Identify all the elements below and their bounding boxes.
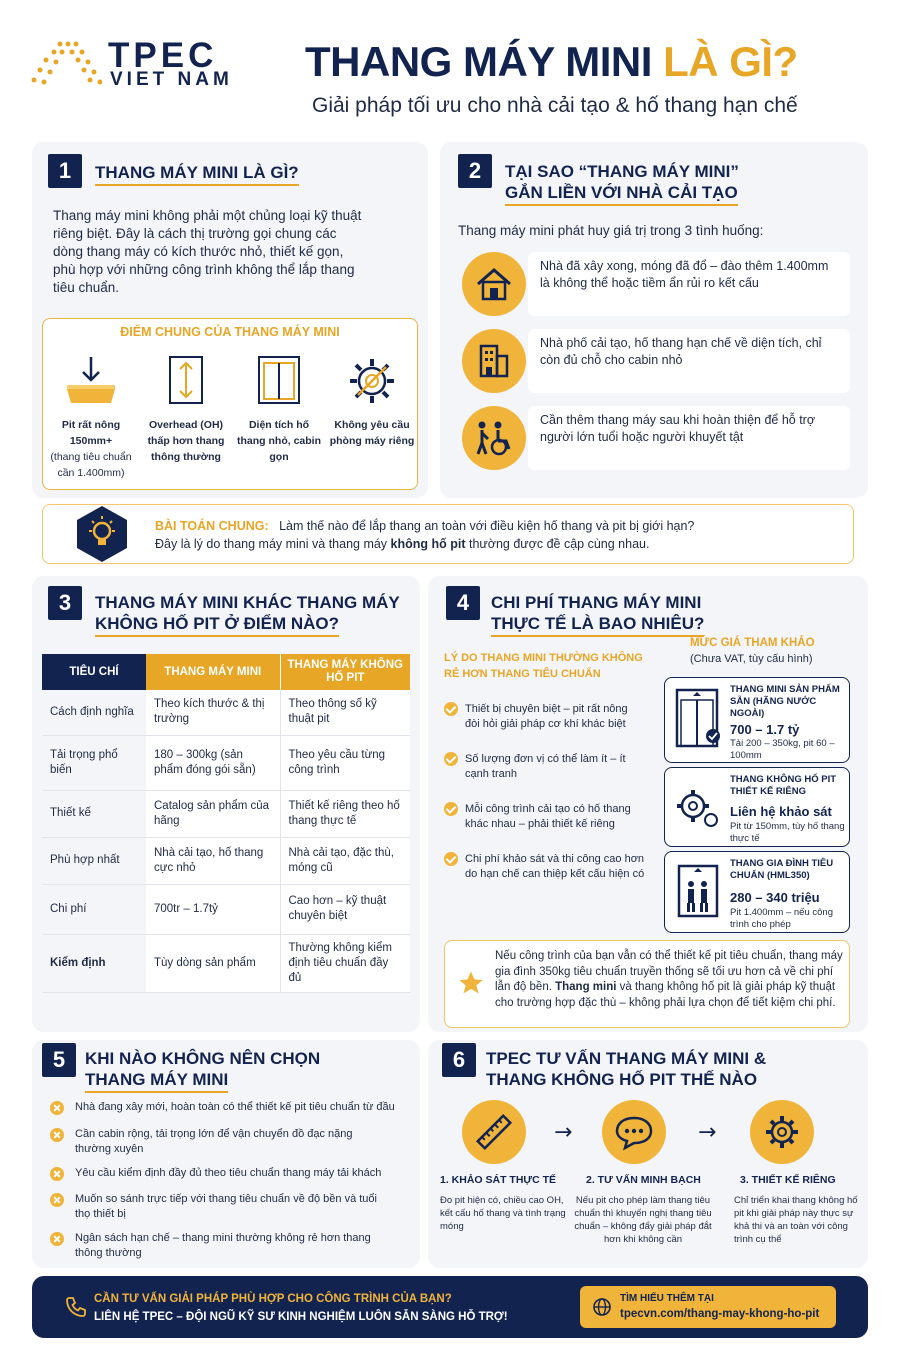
feature-shaft: Diện tích hố thang nhỏ, cabin gọn xyxy=(234,349,324,465)
price-note: (Chưa VAT, tùy cấu hình) xyxy=(690,653,813,665)
step-2-circle xyxy=(602,1100,666,1164)
accessibility-icon xyxy=(474,419,514,457)
arrow-icon: → xyxy=(554,1120,573,1145)
reasons-title: LÝ DO THANG MINI THƯỜNG KHÔNG RẺ HƠN THANG TIÊU CHUẨN xyxy=(444,652,643,680)
x-icon xyxy=(50,1167,64,1181)
situation-3: Cần thêm thang máy sau khi hoàn thiện để hỗ trợ người lớn tuổi hoặc người khuyết tật xyxy=(528,406,850,470)
check-icon xyxy=(444,752,458,766)
situation-3-circle xyxy=(462,406,526,470)
not-recommended-item: Cần cabin rộng, tải trọng lớn để vận chuyển đồ đạc nặng thường xuyên xyxy=(75,1128,353,1155)
section-3-title: THANG MÁY MINI KHÁC THANG MÁY KHÔNG HỐ PIT Ở ĐIỂM NÀO? xyxy=(95,592,400,634)
page-subtitle: Giải pháp tối ưu cho nhà cải tạo & hố thang hạn chế xyxy=(312,94,798,117)
check-icon xyxy=(444,802,458,816)
footer-line-1: CẦN TƯ VẤN GIẢI PHÁP PHÙ HỢP CHO CÔNG TRÌNH CỦA BẠN? xyxy=(94,1293,452,1305)
price-heading: MỨC GIÁ THAM KHẢO xyxy=(690,637,815,649)
section-5-number: 5 xyxy=(42,1043,76,1077)
overhead-icon xyxy=(158,353,214,409)
section-4-number: 4 xyxy=(446,586,480,620)
table-row: Kiểm định Tùy dòng sản phẩm Thường không kiểm định tiêu chuẩn đầy đủ xyxy=(42,934,410,992)
table-header: THANG MÁY MINI xyxy=(146,654,280,690)
small-shaft-icon xyxy=(251,353,307,409)
section-2-number: 2 xyxy=(458,154,492,188)
page-title: THANG MÁY MINI LÀ GÌ? xyxy=(305,38,798,85)
step-1-title: 1. KHẢO SÁT THỰC TẾ xyxy=(440,1174,557,1186)
shallow-pit-icon xyxy=(63,353,119,409)
section-5-title: KHI NÀO KHÔNG NÊN CHỌN THANG MÁY MINI xyxy=(85,1048,320,1090)
x-icon xyxy=(50,1128,64,1142)
arrow-icon: → xyxy=(698,1120,717,1145)
family-elevator-icon xyxy=(673,864,723,920)
section-6-number: 6 xyxy=(442,1043,476,1077)
table-header: THANG MÁY KHÔNG HỐ PIT xyxy=(280,654,410,690)
situation-1: Nhà đã xây xong, móng đã đổ – đào thêm 1.400mm là không thể hoặc tiềm ẩn rủi ro kết cấu xyxy=(528,252,850,316)
section-2-intro: Thang máy mini phát huy giá trị trong 3 tình huống: xyxy=(458,223,764,238)
price-card-mini: THANG MINI SẢN PHẨM SẴN (HÃNG NƯỚC NGOÀI) 700 – 1.7 tỷ Tải 200 – 350kg, pit 60 – 100mm xyxy=(664,677,850,763)
step-2-text: Nếu pit cho phép làm thang tiêu chuẩn thì khuyến nghị thang tiêu chuẩn – không đẩy giải pháp đắt hơn khi không cần xyxy=(574,1195,712,1245)
table-row: Tải trọng phổ biến 180 – 300kg (sản phẩm đóng gói sẵn) Theo yêu cầu từng công trình xyxy=(42,735,410,790)
phone-icon xyxy=(64,1295,88,1319)
reason-item: Số lượng đơn vị có thể làm ít – ít cạnh tranh xyxy=(465,753,626,780)
feature-no-machine-room: Không yêu cầu phòng máy riêng xyxy=(327,349,417,449)
features-title: ĐIỂM CHUNG CỦA THANG MÁY MINI xyxy=(120,325,340,339)
elevator-icon xyxy=(673,688,723,750)
price-card-custom: THANG KHÔNG HỐ PIT THIẾT KẾ RIÊNG Liên hệ khảo sát Pit từ 150mm, tùy hố thang thực tế xyxy=(664,767,850,847)
section-2-title: TẠI SAO “THANG MÁY MINI” GẮN LIỀN VỚI NHÀ CẢI TẠO xyxy=(505,161,739,203)
townhouse-icon xyxy=(475,342,513,380)
table-row: Phù hợp nhất Nhà cải tạo, hố thang cực nhỏ Nhà cải tạo, đặc thù, móng cũ xyxy=(42,837,410,884)
chat-bubble-icon xyxy=(614,1112,654,1152)
problem-text: BÀI TOÁN CHUNG: Làm thế nào để lắp thang an toàn với điều kiện hố thang và pit bị giới hạn? Đây là lý do thang máy mini và thang máy không hố pit thường được đề cập cùng nhau. xyxy=(155,519,695,551)
footer-line-2: LIÊN HỆ TPEC – ĐỘI NGŨ KỸ SƯ KINH NGHIỆM LUÔN SẴN SÀNG HỖ TRỢ! xyxy=(94,1311,508,1323)
website-link[interactable]: tpecvn.com/thang-may-khong-ho-pit xyxy=(620,1308,820,1320)
globe-icon xyxy=(592,1297,612,1317)
section-1-body: Thang máy mini không phải một chủng loại kỹ thuật riêng biệt. Đây là cách thị trường gọi chung các dòng thang máy có kích thước nhỏ, thiết kế gọn, phù hợp với những công trình không thể lắp thang tiêu chuẩn. xyxy=(53,208,362,295)
x-icon xyxy=(50,1232,64,1246)
section-4-title: CHI PHÍ THANG MÁY MINI THỰC TẾ LÀ BAO NHIÊU? xyxy=(491,592,704,634)
problem-label: BÀI TOÁN CHUNG: xyxy=(155,519,269,533)
check-icon xyxy=(444,702,458,716)
step-1-circle xyxy=(462,1100,526,1164)
features-box xyxy=(42,318,418,490)
step-3-title: 3. THIẾT KẾ RIÊNG xyxy=(740,1174,836,1186)
ruler-icon xyxy=(474,1112,514,1152)
section-1-title: THANG MÁY MINI LÀ GÌ? xyxy=(95,162,299,183)
logo xyxy=(30,38,260,93)
table-header: TIÊU CHÍ xyxy=(42,654,146,690)
advice-note-text: Nếu công trình của bạn vẫn có thể thiết kế pit tiêu chuẩn, thang máy gia đình 350kg tiêu chuẩn truyền thống sẽ tối ưu hơn cả về chi phí lẫn độ bền. Thang mini và thang không hố pit là giải pháp kỹ thuật cho trường hợp đặc thù – không phải lựa chọn để tiết kiệm chi phí. xyxy=(495,950,843,1009)
check-icon xyxy=(444,852,458,866)
no-machine-room-icon xyxy=(344,353,400,409)
star-icon xyxy=(457,969,485,997)
reason-item: Mỗi công trình cải tạo có hố thang khác nhau – phải thiết kế riêng xyxy=(465,803,631,830)
learn-more-label: TÌM HIỂU THÊM TẠI xyxy=(620,1293,714,1304)
problem-box xyxy=(42,504,854,564)
x-icon xyxy=(50,1101,64,1115)
situation-1-circle xyxy=(462,252,526,316)
comparison-table xyxy=(42,654,410,993)
price-value: 700 – 1.7 tỷ xyxy=(730,722,800,737)
not-recommended-item: Yêu cầu kiểm định đầy đủ theo tiêu chuẩn thang máy tải khách xyxy=(75,1167,382,1179)
reason-item: Thiết bị chuyên biệt – pit rất nông đòi hỏi giải pháp cơ khí khác biệt xyxy=(465,703,628,730)
table-row: Cách định nghĩa Theo kích thước & thị trường Theo thông số kỹ thuật pit xyxy=(42,690,410,735)
gear-icon xyxy=(762,1112,802,1152)
step-3-circle xyxy=(750,1100,814,1164)
not-recommended-item: Nhà đang xây mới, hoàn toàn có thể thiết kế pit tiêu chuẩn từ đầu xyxy=(75,1101,395,1113)
table-row: Chi phí 700tr – 1.7tỷ Cao hơn – kỹ thuật chuyên biệt xyxy=(42,884,410,934)
footer-banner xyxy=(32,1276,868,1338)
step-2-title: 2. TƯ VẤN MINH BẠCH xyxy=(586,1174,701,1186)
reason-item: Chi phí khảo sát và thi công cao hơn do hạn chế can thiệp kết cấu hiện có xyxy=(465,853,645,880)
learn-more-button[interactable] xyxy=(580,1286,836,1328)
lightbulb-icon xyxy=(73,505,131,563)
not-recommended-item: Muốn so sánh trực tiếp với thang tiêu chuẩn về độ bền và tuổi thọ thiết bị xyxy=(75,1193,377,1220)
price-value: Liên hệ khảo sát xyxy=(730,804,832,819)
price-value: 280 – 340 triệu xyxy=(730,890,820,905)
feature-overhead: Overhead (OH) thấp hơn thang thông thường xyxy=(141,349,231,465)
price-card-standard: THANG GIA ĐÌNH TIÊU CHUẨN (HML350) 280 – 340 triệu Pit 1.400mm – nếu công trình cho phép xyxy=(664,851,850,933)
section-3-number: 3 xyxy=(48,586,82,620)
section-6-title: TPEC TƯ VẤN THANG MÁY MINI & THANG KHÔNG HỐ PIT THẾ NÀO xyxy=(486,1049,767,1089)
feature-pit: Pit rất nông 150mm+ (thang tiêu chuẩn cần 1.400mm) xyxy=(46,349,136,481)
section-1-number: 1 xyxy=(48,154,82,188)
logo-text: TPEC xyxy=(108,36,218,75)
not-recommended-item: Ngân sách hạn chế – thang mini thường không rẻ hơn thang thông thường xyxy=(75,1232,371,1259)
advice-note-box xyxy=(444,940,850,1028)
table-row: Thiết kế Catalog sản phẩm của hãng Thiết kế riêng theo hố thang thực tế xyxy=(42,790,410,837)
house-icon xyxy=(475,265,513,303)
step-3-text: Chỉ triển khai thang không hố pit khi giải pháp này thực sự khả thi và an toàn với công trình cụ thể xyxy=(734,1195,858,1245)
step-1-text: Đo pit hiện có, chiều cao OH, kết cấu hố thang và tình trạng móng xyxy=(440,1195,566,1232)
logo-dots-icon xyxy=(30,38,102,86)
gears-icon xyxy=(673,782,723,832)
situation-2-circle xyxy=(462,329,526,393)
x-icon xyxy=(50,1193,64,1207)
situation-2: Nhà phố cải tạo, hố thang hạn chế về diện tích, chỉ còn đủ chỗ cho cabin nhỏ xyxy=(528,329,850,393)
logo-subtext: VIET NAM xyxy=(110,69,233,90)
